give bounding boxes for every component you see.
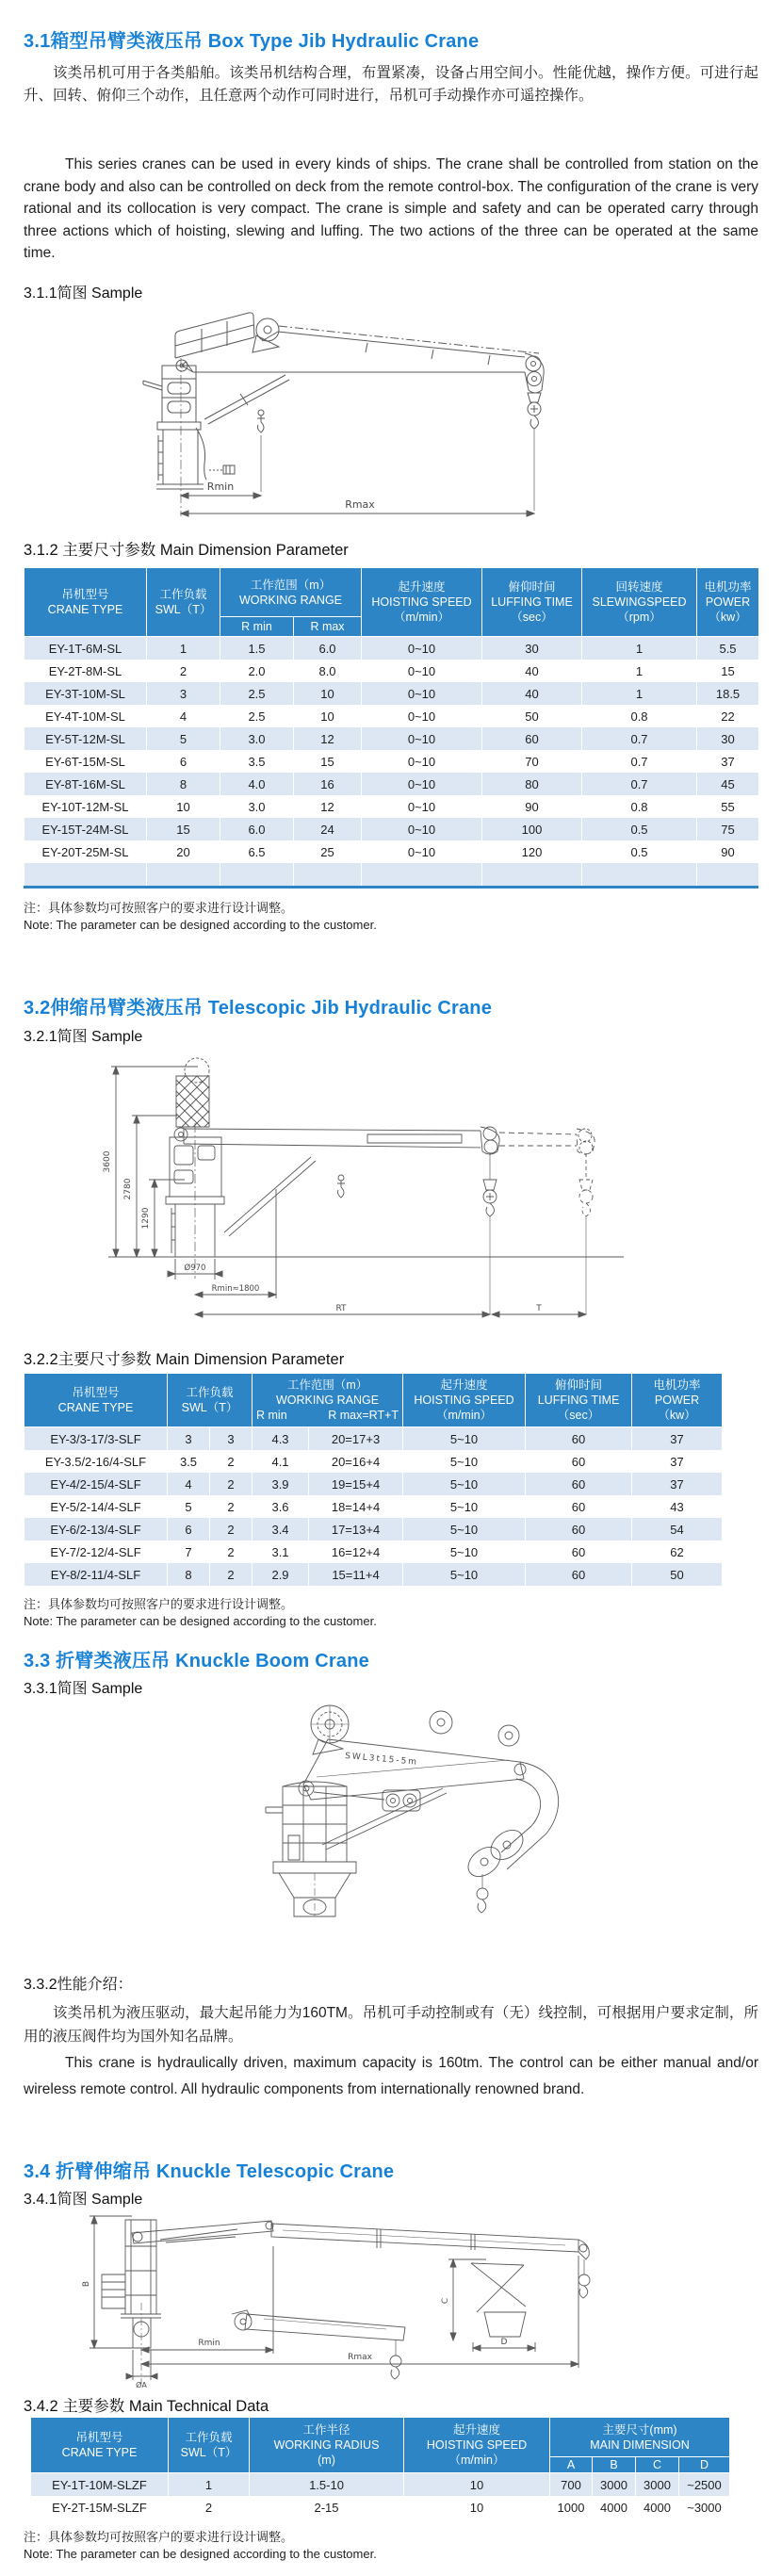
table-cell: 60 <box>526 1563 632 1586</box>
section-3-3-paragraph-en: This crane is hydraulically driven, maximum capacity is 160tm. The control can be either manual and/or wireless remote control. All hydraulic components from internationally renowned brand. <box>24 2055 758 2097</box>
table-cell: 8 <box>147 773 220 795</box>
col-header-swl: 工作负载 SWL（T） <box>169 2418 250 2473</box>
table-cell: EY-6T-15M-SL <box>24 750 147 773</box>
table-cell: 2.0 <box>220 660 294 682</box>
table-cell: 40 <box>482 660 582 682</box>
table-cell: 0~10 <box>362 750 482 773</box>
table-cell: 60 <box>526 1473 632 1495</box>
col-header-main-dimension: 主要尺寸(mm) MAIN DIMENSION <box>550 2418 730 2457</box>
section-3-2-1-sample-heading: 3.2.1简图 Sample <box>24 1029 143 1045</box>
table-cell: 62 <box>632 1541 723 1563</box>
table-cell: 0~10 <box>362 660 482 682</box>
table-cell: 37 <box>632 1473 723 1495</box>
table-cell: 50 <box>632 1563 723 1586</box>
table-cell: 20=17+3 <box>309 1427 403 1451</box>
section-3-1-1-sample-heading: 3.1.1简图 Sample <box>24 285 143 302</box>
table-cell: 2 <box>210 1541 253 1563</box>
table-cell: 10 <box>147 795 220 818</box>
table-cell: EY-1T-10M-SLZF <box>31 2473 169 2497</box>
table-cell: EY-20T-25M-SL <box>24 840 147 863</box>
table-cell: 3.5 <box>168 1450 210 1473</box>
note-3-2 <box>24 1596 758 1630</box>
col-header-crane-type: 吊机型号 CRANE TYPE <box>24 1374 168 1427</box>
table-cell <box>220 863 294 886</box>
table-cell: 80 <box>482 773 582 795</box>
table-row <box>31 2496 730 2519</box>
table-cell: 1.5-10 <box>250 2473 404 2497</box>
table-cell: 5~10 <box>403 1450 526 1473</box>
table-cell: 2-15 <box>250 2496 404 2519</box>
table-cell: EY-8/2-11/4-SLF <box>24 1563 168 1586</box>
table-cell: EY-3.5/2-16/4-SLF <box>24 1450 168 1473</box>
table-row <box>31 2473 730 2497</box>
table-cell: 2 <box>147 660 220 682</box>
table-cell: 17=13+4 <box>309 1518 403 1541</box>
table-cell: 0~10 <box>362 727 482 750</box>
table-row <box>24 750 759 773</box>
table-cell: 10 <box>294 682 362 705</box>
table-cell: 2 <box>210 1495 253 1518</box>
table-cell <box>294 863 362 886</box>
col-header-rmax: R max=RT+T <box>328 1409 399 1422</box>
table-cell: 15 <box>147 818 220 840</box>
table-cell: 3.6 <box>253 1495 309 1518</box>
table-row <box>24 773 759 795</box>
main-dimension-table-3-1 <box>24 567 758 889</box>
note-3-4 <box>24 2529 758 2563</box>
table-cell: 0~10 <box>362 705 482 727</box>
dimension-label-2780: 2780 <box>123 1178 133 1200</box>
table-row <box>24 660 759 682</box>
table-cell: 1 <box>147 637 220 660</box>
table-cell: EY-15T-24M-SL <box>24 818 147 840</box>
table-cell: 1.5 <box>220 637 294 660</box>
table-cell: 0~10 <box>362 637 482 660</box>
table-cell: 5 <box>147 727 220 750</box>
table-cell: EY-2T-8M-SL <box>24 660 147 682</box>
table-cell: 7 <box>168 1541 210 1563</box>
table-cell: 6.5 <box>220 840 294 863</box>
table-cell: ~2500 <box>679 2473 730 2497</box>
table-cell: 70 <box>482 750 582 773</box>
table-cell: 10 <box>404 2496 550 2519</box>
table-cell: 60 <box>526 1518 632 1541</box>
col-header-power: 电机功率 POWER （kw） <box>697 568 759 637</box>
table-cell: 30 <box>697 727 759 750</box>
table-cell: EY-1T-6M-SL <box>24 637 147 660</box>
dimension-label-rmin: Rmin <box>198 2339 220 2348</box>
table-cell: 55 <box>697 795 759 818</box>
section-3-4-1-sample-heading: 3.4.1简图 Sample <box>24 2192 143 2208</box>
col-header-d: D <box>679 2457 730 2473</box>
table-cell: 4.3 <box>253 1427 309 1451</box>
table-cell: 2 <box>210 1563 253 1586</box>
table-cell: EY-6/2-13/4-SLF <box>24 1518 168 1541</box>
table-cell: 3.0 <box>220 727 294 750</box>
table-cell: EY-3/3-17/3-SLF <box>24 1427 168 1451</box>
table-cell: 0~10 <box>362 795 482 818</box>
section-3-1-paragraph-en: This series cranes can be used in every kinds of ships. The crane shall be controlled from station on the crane body and also can be controlled on deck from the remote control-box. The configuration of the crane is very rational and its collocation is very compact. The crane is simple and safety and can be operated carry through three actions which of hoisting, slewing and luffing. The two actions of the three can be operated at the same time. <box>24 156 758 261</box>
dimension-label-rmax: Rmax <box>348 2353 372 2362</box>
col-header-luffing-time: 俯仰时间 LUFFING TIME （sec） <box>526 1374 632 1427</box>
table-row <box>24 1427 723 1451</box>
boom-swl-label: SWL3t15-5m <box>344 1752 419 1768</box>
table-3-4-2-heading: 3.4.2 主要参数 Main Technical Data <box>24 2398 269 2415</box>
table-cell: 0~10 <box>362 773 482 795</box>
table-cell: 50 <box>482 705 582 727</box>
col-header-c: C <box>636 2457 679 2473</box>
col-header-slewing-speed: 回转速度 SLEWINGSPEED （rpm） <box>582 568 697 637</box>
col-header-hoisting-speed: 起升速度 HOISTING SPEED （m/min） <box>362 568 482 637</box>
table-cell: 75 <box>697 818 759 840</box>
table-cell: 6.0 <box>220 818 294 840</box>
table-cell: 5~10 <box>403 1563 526 1586</box>
table-cell: 43 <box>632 1495 723 1518</box>
table-cell: 2 <box>169 2496 250 2519</box>
table-cell: 0~10 <box>362 840 482 863</box>
table-cell: 5~10 <box>403 1427 526 1451</box>
table-cell: 3.4 <box>253 1518 309 1541</box>
table-cell: 60 <box>526 1427 632 1451</box>
table-cell: 60 <box>482 727 582 750</box>
table-row <box>24 705 759 727</box>
table-cell <box>582 863 697 886</box>
table-cell: 1000 <box>550 2496 593 2519</box>
col-header-power: 电机功率 POWER （kw） <box>632 1374 723 1427</box>
table-cell: 60 <box>526 1450 632 1473</box>
table-cell: 40 <box>482 682 582 705</box>
main-technical-data-table-3-4 <box>30 2417 729 2519</box>
dimension-label-3600: 3600 <box>103 1150 112 1173</box>
dimension-label-rmin1800: Rmin≈1800 <box>211 1284 260 1294</box>
table-cell: 0.8 <box>582 705 697 727</box>
dimension-label-1290: 1290 <box>141 1207 151 1230</box>
table-cell: 15 <box>294 750 362 773</box>
table-cell: 0~10 <box>362 682 482 705</box>
table-cell: 20 <box>147 840 220 863</box>
knuckle-boom-crane-drawing <box>0 1694 782 1918</box>
table-cell: EY-3T-10M-SL <box>24 682 147 705</box>
table-cell: 24 <box>294 818 362 840</box>
table-cell: 60 <box>526 1541 632 1563</box>
table-cell: 3000 <box>593 2473 636 2497</box>
dimension-label-b: B <box>82 2280 91 2288</box>
table-cell: 2 <box>210 1518 253 1541</box>
table-cell: 45 <box>697 773 759 795</box>
table-cell: 4000 <box>593 2496 636 2519</box>
col-header-a: A <box>550 2457 593 2473</box>
section-3-1-heading: 3.1箱型吊臂类液压吊 Box Type Jib Hydraulic Crane <box>24 31 480 52</box>
table-row <box>24 818 759 840</box>
table-cell: 15 <box>697 660 759 682</box>
table-row <box>24 1563 723 1586</box>
table-cell: 2.5 <box>220 705 294 727</box>
table-row <box>24 1473 723 1495</box>
table-3-2-2-heading: 3.2.2主要尺寸参数 Main Dimension Parameter <box>24 1351 345 1368</box>
table-cell: 120 <box>482 840 582 863</box>
table-cell: 0.7 <box>582 727 697 750</box>
section-3-3-heading: 3.3 折臂类液压吊 Knuckle Boom Crane <box>24 1651 369 1671</box>
dimension-label-rt: RT <box>335 1304 347 1313</box>
note-3-1 <box>24 900 758 934</box>
table-cell: 90 <box>482 795 582 818</box>
col-header-hoisting-speed: 起升速度 HOISTING SPEED （m/min） <box>403 1374 526 1427</box>
table-cell: EY-4T-10M-SL <box>24 705 147 727</box>
col-header-b: B <box>593 2457 636 2473</box>
col-header-hoisting-speed: 起升速度 HOISTING SPEED （m/min） <box>404 2418 550 2473</box>
table-cell: 20=16+4 <box>309 1450 403 1473</box>
table-cell: 5 <box>168 1495 210 1518</box>
box-jib-crane-drawing <box>0 303 782 530</box>
table-cell: 60 <box>526 1495 632 1518</box>
dimension-label-t: T <box>536 1304 542 1313</box>
table-cell: 4 <box>147 705 220 727</box>
table-cell: 8 <box>168 1563 210 1586</box>
table-cell: 0.5 <box>582 818 697 840</box>
dimension-label-c: C <box>441 2297 450 2305</box>
table-cell: 15=11+4 <box>309 1563 403 1586</box>
table-row <box>24 637 759 660</box>
table-cell: EY-10T-12M-SL <box>24 795 147 818</box>
table-row <box>24 1518 723 1541</box>
table-cell: 90 <box>697 840 759 863</box>
note-en: Note: The parameter can be designed according to the customer. <box>24 918 377 932</box>
table-cell <box>697 863 759 886</box>
note-cn: 注：具体参数均可按照客户的要求进行设计调整。 <box>24 901 294 915</box>
table-cell: 5~10 <box>403 1518 526 1541</box>
col-header-crane-type: 吊机型号 CRANE TYPE <box>31 2418 169 2473</box>
table-cell: 0.5 <box>582 840 697 863</box>
table-cell: 2 <box>210 1473 253 1495</box>
section-3-2-heading: 3.2伸缩吊臂类液压吊 Telescopic Jib Hydraulic Crane <box>24 998 493 1019</box>
table-row <box>24 727 759 750</box>
table-cell: 0.7 <box>582 773 697 795</box>
table-cell: 2.9 <box>253 1563 309 1586</box>
knuckle-telescopic-crane-drawing <box>0 2209 782 2389</box>
table-cell: 6 <box>147 750 220 773</box>
table-row <box>24 682 759 705</box>
section-3-4-heading: 3.4 折臂伸缩吊 Knuckle Telescopic Crane <box>24 2161 395 2182</box>
table-cell: 12 <box>294 795 362 818</box>
table-cell: 2.5 <box>220 682 294 705</box>
table-cell: 0.7 <box>582 750 697 773</box>
table-cell: 3.0 <box>220 795 294 818</box>
table-cell: 3.9 <box>253 1473 309 1495</box>
table-cell: 1 <box>582 682 697 705</box>
note-en: Note: The parameter can be designed according to the customer. <box>24 1614 377 1628</box>
table-cell: 3.5 <box>220 750 294 773</box>
col-header-luffing-time: 俯仰时间 LUFFING TIME （sec） <box>482 568 582 637</box>
table-cell: 12 <box>294 727 362 750</box>
section-3-3-1-sample-heading: 3.3.1简图 Sample <box>24 1681 143 1697</box>
col-header-working-range: 工作范围（m） WORKING RANGE R min R max=RT+T <box>253 1374 403 1427</box>
table-cell: 3 <box>210 1427 253 1451</box>
table-cell: 54 <box>632 1518 723 1541</box>
table-cell: 18=14+4 <box>309 1495 403 1518</box>
dimension-label-dia970: Ø970 <box>184 1264 206 1273</box>
section-3-3-paragraph-cn: 该类吊机为液压驱动，最大起吊能力为160TM。吊机可手动控制或有（无）线控制，可根据用户要求定制，所用的液压阀件均为国外知名品牌。 <box>24 2005 758 2045</box>
table-cell: 5~10 <box>403 1541 526 1563</box>
table-cell: 1 <box>582 637 697 660</box>
table-cell: 4000 <box>636 2496 679 2519</box>
table-cell: 1 <box>169 2473 250 2497</box>
table-cell: EY-5T-12M-SL <box>24 727 147 750</box>
table-cell: 5~10 <box>403 1495 526 1518</box>
col-header-swl: 工作负载 SWL（T） <box>168 1374 253 1427</box>
note-cn: 注：具体参数均可按照客户的要求进行设计调整。 <box>24 2530 294 2544</box>
section-3-3-2-heading: 3.3.2性能介绍： <box>24 1977 133 1993</box>
table-cell <box>24 863 147 886</box>
table-cell <box>482 863 582 886</box>
dimension-label-rmin: Rmin <box>206 481 235 493</box>
table-cell: 8.0 <box>294 660 362 682</box>
table-cell: 3 <box>147 682 220 705</box>
table-cell: 37 <box>632 1427 723 1451</box>
col-header-working-radius: 工作半径 WORKING RADIUS (m) <box>250 2418 404 2473</box>
table-cell: 16 <box>294 773 362 795</box>
table-row <box>24 1450 723 1473</box>
main-dimension-table-3-2 <box>24 1373 722 1586</box>
table-cell: 3000 <box>636 2473 679 2497</box>
table-cell: EY-8T-16M-SL <box>24 773 147 795</box>
table-row <box>24 1495 723 1518</box>
table-cell: EY-2T-15M-SLZF <box>31 2496 169 2519</box>
table-3-1-2-heading: 3.1.2 主要尺寸参数 Main Dimension Parameter <box>24 542 349 559</box>
col-header-swl: 工作负载 SWL（T） <box>147 568 220 637</box>
table-cell: 700 <box>550 2473 593 2497</box>
col-header-rmin: R min <box>220 617 294 637</box>
col-header-rmin: R min <box>256 1409 287 1422</box>
table-cell: 100 <box>482 818 582 840</box>
table-cell: EY-7/2-12/4-SLF <box>24 1541 168 1563</box>
note-cn: 注：具体参数均可按照客户的要求进行设计调整。 <box>24 1597 294 1611</box>
table-cell: 18.5 <box>697 682 759 705</box>
table-cell: 5.5 <box>697 637 759 660</box>
table-cell <box>362 863 482 886</box>
table-cell: 6.0 <box>294 637 362 660</box>
table-cell: 1 <box>582 660 697 682</box>
table-row <box>24 1541 723 1563</box>
table-cell: EY-5/2-14/4-SLF <box>24 1495 168 1518</box>
table-cell: 6 <box>168 1518 210 1541</box>
table-cell: 4.0 <box>220 773 294 795</box>
table-cell: 4.1 <box>253 1450 309 1473</box>
col-header-crane-type: 吊机型号 CRANE TYPE <box>24 568 147 637</box>
table-cell: 37 <box>697 750 759 773</box>
col-header-working-range: 工作范围（m） WORKING RANGE <box>220 568 362 617</box>
table-cell: 2 <box>210 1450 253 1473</box>
dimension-label-rmax: Rmax <box>345 498 375 511</box>
table-cell: 16=12+4 <box>309 1541 403 1563</box>
note-en: Note: The parameter can be designed according to the customer. <box>24 2547 377 2561</box>
table-cell: 3 <box>168 1427 210 1451</box>
table-cell: 5~10 <box>403 1473 526 1495</box>
table-cell: 30 <box>482 637 582 660</box>
table-cell: EY-4/2-15/4-SLF <box>24 1473 168 1495</box>
table-row <box>24 795 759 818</box>
table-cell: ~3000 <box>679 2496 730 2519</box>
dimension-label-d: D <box>500 2338 508 2347</box>
table-cell: 4 <box>168 1473 210 1495</box>
dimension-label-dia-a: ØA <box>136 2381 147 2389</box>
table-cell <box>147 863 220 886</box>
table-cell: 0.8 <box>582 795 697 818</box>
table-cell: 10 <box>404 2473 550 2497</box>
table-row <box>24 840 759 863</box>
table-cell: 19=15+4 <box>309 1473 403 1495</box>
table-cell: 25 <box>294 840 362 863</box>
col-header-rmax: R max <box>294 617 362 637</box>
table-cell: 0~10 <box>362 818 482 840</box>
table-cell: 3.1 <box>253 1541 309 1563</box>
table-row <box>24 863 759 886</box>
table-cell: 22 <box>697 705 759 727</box>
section-3-1-paragraph-cn: 该类吊机可用于各类船舶。该类吊机结构合理，布置紧凑，设备占用空间小。性能优越，操作方便。可进行起升、回转、俯仰三个动作，且任意两个动作可同时进行，吊机可手动操作亦可遥控操作。 <box>24 65 758 104</box>
table-cell: 37 <box>632 1450 723 1473</box>
table-cell: 10 <box>294 705 362 727</box>
telescopic-jib-crane-drawing <box>0 1048 782 1323</box>
